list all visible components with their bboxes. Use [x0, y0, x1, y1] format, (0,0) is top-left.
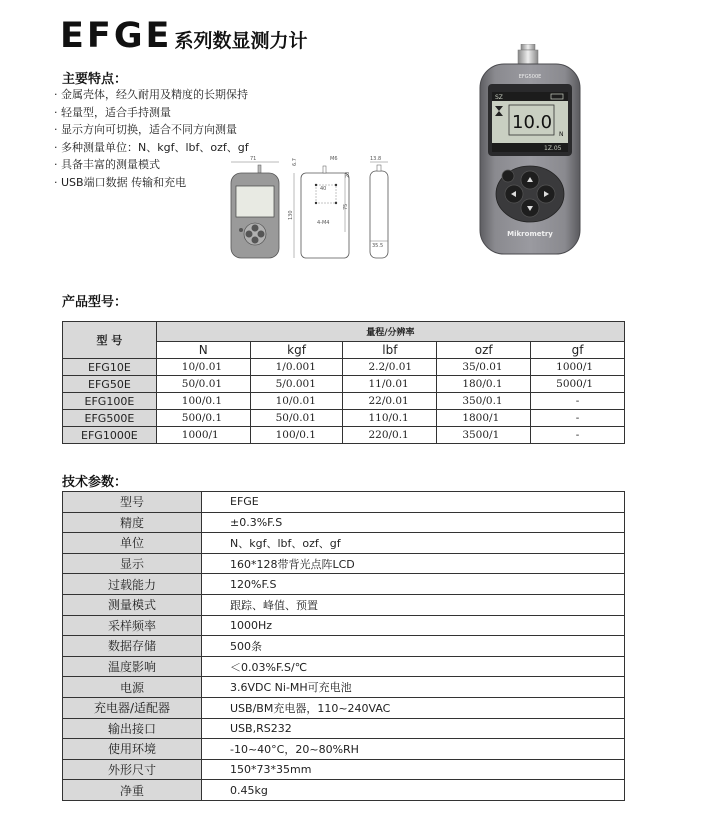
device-image [478, 44, 606, 256]
table-cell: 1800/1 [437, 410, 531, 427]
spec-value: 150*73*35mm [202, 759, 625, 780]
spec-key: 外形尺寸 [63, 759, 202, 780]
spec-row [63, 759, 625, 780]
spec-key: 输出接口 [63, 718, 202, 739]
spec-key: 过载能力 [63, 574, 202, 595]
table-cell: - [531, 410, 625, 427]
spec-row [63, 553, 625, 574]
dim-label: 35.5 [372, 243, 384, 249]
back-view-drawing [294, 166, 349, 258]
feature-item: · 显示方向可切换，适合不同方向测量 [54, 121, 249, 139]
table-cell: 1000/1 [156, 427, 250, 444]
feature-item: · USB端口数据 传输和充电 [54, 174, 249, 192]
table-row [63, 410, 625, 427]
table-cell: 100/0.1 [250, 427, 343, 444]
spec-row [63, 656, 625, 677]
dim-label: 4-M4 [317, 220, 330, 226]
table-cell: 500/0.1 [156, 410, 250, 427]
col-model-header: 型 号 [63, 322, 157, 359]
dim-label: 20 [345, 171, 351, 178]
table-cell: 100/0.1 [156, 393, 250, 410]
spec-value: ±0.3%F.S [202, 512, 625, 533]
table-cell: - [531, 393, 625, 410]
spec-value: 3.6VDC Ni-MH可充电池 [202, 677, 625, 698]
models-table [62, 321, 625, 444]
table-cell: 180/0.1 [437, 376, 531, 393]
table-cell: 50/0.01 [156, 376, 250, 393]
table-cell: 35/0.01 [437, 359, 531, 376]
table-cell: 350/0.1 [437, 393, 531, 410]
table-cell: 1/0.001 [250, 359, 343, 376]
table-cell: 5000/1 [531, 376, 625, 393]
spec-value: 500条 [202, 636, 625, 657]
table-cell: 50/0.01 [250, 410, 343, 427]
spec-value: N、kgf、lbf、ozf、gf [202, 533, 625, 554]
models-heading: 产品型号： [62, 295, 128, 310]
spec-key: 显示 [63, 553, 202, 574]
spec-key: 数据存储 [63, 636, 202, 657]
unit-header: ozf [437, 341, 531, 358]
dim-label: 40 [320, 186, 327, 192]
spec-row [63, 533, 625, 554]
spec-key: 使用环境 [63, 739, 202, 760]
lcd-bottom-right: 1Z.05 [544, 145, 562, 152]
dimension-drawing [222, 152, 402, 267]
spec-row [63, 574, 625, 595]
spec-key: 采样频率 [63, 615, 202, 636]
spec-key: 单位 [63, 533, 202, 554]
unit-header: N [156, 341, 250, 358]
spec-row [63, 512, 625, 533]
features-list [54, 86, 249, 192]
table-cell: 11/0.01 [343, 376, 437, 393]
front-view-drawing [231, 162, 279, 258]
specs-heading: 技术参数： [62, 475, 128, 490]
device-model-label: EFG500E [518, 74, 542, 80]
title-main: EFGE [60, 16, 173, 56]
device-brand: Mikrometry [507, 230, 553, 238]
spec-key: 充电器/适配器 [63, 697, 202, 718]
dim-label: 13.8 [370, 156, 382, 162]
spec-row [63, 636, 625, 657]
table-row [63, 376, 625, 393]
spec-value: EFGE [202, 492, 625, 513]
spec-value: USB,RS232 [202, 718, 625, 739]
spec-key: 测量模式 [63, 594, 202, 615]
spec-key: 电源 [63, 677, 202, 698]
table-cell: 5/0.001 [250, 376, 343, 393]
title-sub: 系列数显测力计 [174, 30, 308, 52]
spec-value: 0.45kg [202, 780, 625, 801]
spec-value: 160*128带背光点阵LCD [202, 553, 625, 574]
col-group-header: 量程/分辨率 [156, 322, 624, 342]
table-cell: 2.2/0.01 [343, 359, 437, 376]
spec-key: 精度 [63, 512, 202, 533]
spec-row [63, 615, 625, 636]
table-cell: 110/0.1 [343, 410, 437, 427]
power-button[interactable] [502, 170, 514, 182]
table-row [63, 427, 625, 444]
dim-label: 130 [288, 210, 294, 220]
spec-key: 温度影响 [63, 656, 202, 677]
spec-value: -10~40°C，20~80%RH [202, 739, 625, 760]
lcd-top-left: SZ [495, 94, 503, 101]
dim-label: 71 [250, 156, 257, 162]
feature-item: · 轻量型，适合手持测量 [54, 104, 249, 122]
feature-item: · 金属壳体，经久耐用及精度的长期保持 [54, 86, 249, 104]
specs-table [62, 491, 625, 801]
spec-row [63, 492, 625, 513]
spec-row [63, 780, 625, 801]
lcd-value: 10.0 [512, 112, 553, 133]
model-name: EFG50E [63, 376, 157, 393]
table-cell: 3500/1 [437, 427, 531, 444]
spec-value: 1000Hz [202, 615, 625, 636]
spec-row [63, 697, 625, 718]
lcd-unit: N [559, 131, 564, 138]
table-row [63, 359, 625, 376]
unit-header: kgf [250, 341, 343, 358]
unit-header: lbf [343, 341, 437, 358]
dim-label: 6.7 [292, 158, 298, 166]
dim-label: M6 [330, 156, 338, 162]
model-name: EFG1000E [63, 427, 157, 444]
features-heading: 主要特点： [62, 72, 128, 87]
spec-key: 净重 [63, 780, 202, 801]
unit-header: gf [531, 341, 625, 358]
model-name: EFG100E [63, 393, 157, 410]
spec-row [63, 718, 625, 739]
spec-key: 型号 [63, 492, 202, 513]
spec-value: 跟踪、峰值、预置 [202, 594, 625, 615]
table-cell: 10/0.01 [250, 393, 343, 410]
table-cell: 10/0.01 [156, 359, 250, 376]
table-row [63, 393, 625, 410]
table-cell: 220/0.1 [343, 427, 437, 444]
spec-value: ＜0.03%F.S/℃ [202, 656, 625, 677]
table-cell: - [531, 427, 625, 444]
feature-item: · 多种测量单位：N、kgf、lbf、ozf、gf [54, 139, 249, 157]
model-name: EFG500E [63, 410, 157, 427]
spec-value: 120%F.S [202, 574, 625, 595]
dim-label: 75 [343, 203, 349, 210]
feature-item: · 具备丰富的测量模式 [54, 156, 249, 174]
table-cell: 22/0.01 [343, 393, 437, 410]
model-name: EFG10E [63, 359, 157, 376]
spec-row [63, 594, 625, 615]
spec-row [63, 739, 625, 760]
spec-row [63, 677, 625, 698]
page-title [60, 16, 307, 56]
table-cell: 1000/1 [531, 359, 625, 376]
spec-value: USB/BM充电器，110~240VAC [202, 697, 625, 718]
